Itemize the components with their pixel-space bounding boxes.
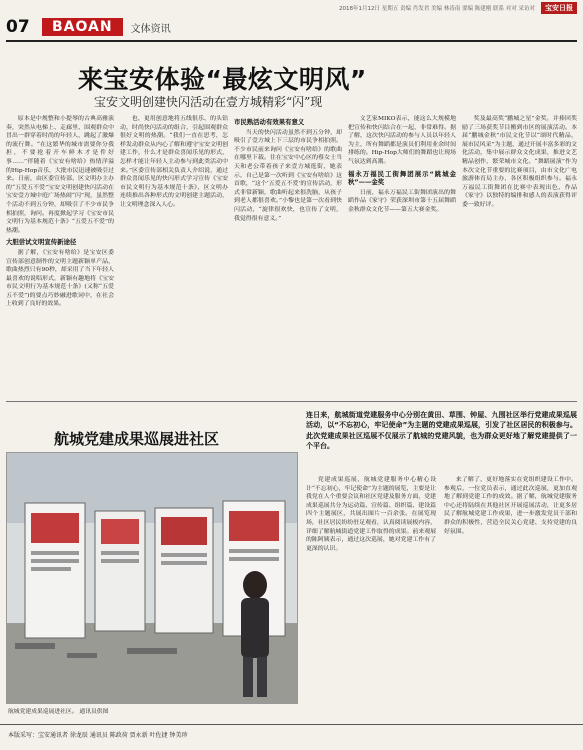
news-photo <box>6 452 298 704</box>
section-title: 文体资讯 <box>130 23 171 35</box>
section-divider <box>6 401 577 402</box>
article-body <box>6 115 577 405</box>
paragraph: 原本是中规整和小提琴的古典高雅演奏，突然从电梯上、走廊里、围观群众中冒出一群穿着时尚的年轻人，跳起了激爆的流行舞。“在这繁华的城市需要你分我担，不要抢着开车鲜木才是件好事……”伴随着《宝安有啥给》热情洋溢的Hip-Hop音乐，大批市民迅速被吸引过来。日前，由区委宣传部、区文明办主办的“五爱五不爱”宝安文明创建快闪活动在宝安壹方城中庭广场热闹“闪”现，虽然整个活动不到五分钟，却吸引了不少市民争相拍照，询问。再度掀起学习《宝安市民文明行为基本规范十条》“五爱五不爱”的热潮。 <box>6 116 114 234</box>
article-subhead: 宝安文明创建快闪活动在壹方城精彩“闪”现 <box>94 95 323 109</box>
paragraph: 也，更用创意地将五线很乐、的头钻动，时尚快闪活动的组合，引起围观群众很好文明的热潮。“我们一直在思考，怎样发动群众从内心了解和遵守宝安文明创建工作，什么才是群众喜闻乐见的形式，怎样才能让年轻人主动参与到此类活动中来。”区委宣传部相关负责人介绍说，通过群众喜闻乐见的快闪形式学习宣传《宝安市民文明行为基本规范十条》，区文明办连续推出各种形式的文明创建主题活动，让文明理念深入人心。 <box>120 116 228 208</box>
subheading: 大胆尝试文明宣传新途径 <box>6 238 77 247</box>
masthead-logo: 宝安日报 <box>541 2 577 14</box>
article-column-1 <box>6 115 114 405</box>
paragraph: 党建成果巡展，航城党建服务中心精心设计“不忘初心，牢记使命”为主题的展览，主要是让我党在人个重要会议和社区党建及服务方面，党建成果巡展共分为运动篇、宣传篇、组织篇、建设篇四个主题展区，共展出图片一百余张。在展览现场，社区居民纷纷驻足观看，认真阅读展板内容，详细了解航城街道党建工作取得的成果。前来观展的陈阿姨表示，通过这次巡展，她对党建工作有了更深的认识。 <box>306 477 436 552</box>
page-header <box>6 16 577 38</box>
paragraph: 日前，福永万福民工街舞团演出的舞蹈作品《家守》荣获深圳市第十五届舞蹈金秋群众文化节——第五大赛金奖。 <box>348 189 456 213</box>
article2-headline: 航城党建成果巡展进社区 <box>54 430 220 448</box>
page-number: 07 <box>6 17 30 37</box>
page-footer: 本版采写：宝安通讯者 徐龙辰 通讯员 陈政荷 贾永新 叶佐捷 钟美珍 <box>0 724 583 750</box>
paragraph: 文艺家MIKO表示，能这么大规模地把宣传和快闪结合在一起，非常难得。据了解，这次快闪活动的参与人员以年轻人为主，所有舞蹈都是演员们利用业余时间排练的。Hip-Hop大师们的舞蹈也让现场气氛达到高潮。 <box>348 116 456 165</box>
subheading: 福永万福民工街舞团展示“跳城金秋”——金奖 <box>348 169 456 187</box>
photo-caption: 航城党建成果巡展进社区。 通讯员供图 <box>8 709 109 715</box>
issue-date-line: 2018年1月12日 星期五 责编 肖发君 美编 林涛南 要编 陈建刚 联系 对对 采访对 <box>339 6 535 12</box>
subheading: 市民熟活动有效果有意义 <box>234 118 305 126</box>
exhibition-photo-illustration <box>7 453 298 704</box>
section-brand: BAOAN <box>42 18 123 36</box>
article-column-2 <box>120 115 228 405</box>
article-column-3 <box>234 115 342 405</box>
article2-column-1 <box>306 476 436 714</box>
article-column-5 <box>462 115 577 405</box>
paragraph: 据了解，《宝安有啥给》是宝安区委宣传部创意制作的文明主题新颖单产品，歌曲热烈只有90秒，却采用了当下年轻人最喜欢的说唱形式，新颖有趣地将《宝安市民文明行为基本规范十条》(又称“五爱五不爱”)的要点巧妙融进歌词中，在社会上收到了良好的效果。 <box>6 249 114 308</box>
article2-column-2 <box>444 476 577 714</box>
article-headline: 来宝安体验“最炫文明风” <box>78 65 367 94</box>
article-column-4 <box>348 115 456 405</box>
header-divider <box>6 40 577 42</box>
paragraph: 当天的快闪活动虽然不到五分钟，却吸引了壹方城上下三层的市民争相拍照。不少市民前来询问《宝安有啥给》的歌曲在哪里下载。住在宝安中心区的蔡女士当天和老公带着孩子来壹方城逛街，她表示，自己是第一次听到《宝安有啥给》这首歌，“这个‘五爱五不爱’的宣传活动，形式非常新颖，歌曲听起来很洗脑，从孩子到老人都很喜欢。”小黎也是第一次看到快闪活动，“旋律很欢快，也宣传了文明，我觉得很有意义。” <box>234 129 342 222</box>
top-info-bar <box>0 0 583 16</box>
article2-lead: 连日来，航城街道党建服务中心分别在黄田、草围、钟屋、九围社区举行党建成果巡展活动，以“不忘初心，牢记使命”为主题的党建成果巡展，引发了社区居民的积极参与。此次党建成果社区巡展不仅展示了航城的党建风貌，也为群众更好地了解党建提供了一个平台。 <box>306 411 577 451</box>
paragraph: 来了解了，更好地落实在党组织建设工作中。参观后，一位党员表示，通过此次巡展，更加直观地了解到党建工作的成效。据了解，航城党建服务中心还将陆续在其他社区开展巡展活动，让更多居民了解航城党建工作成果，进一步激发党员干部和群众的积极性，营造全民关心党建、支持党建的良好氛围。 <box>444 477 577 535</box>
paragraph: 奖及最高奖“鹏城之星”金奖，并捧回奖励了三场获奖节目搬到市区的展演活动。本届“鹏城金秋”市民文化节以“颂时代精品，展市民风采”为主题，通过开展丰富多彩的文化活动，集中展示群众文化成果，推进文艺精品创作，繁荣城市文化。“舞蹈展演”作为本次文化节重要的比赛项目，由市文化广电旅游体育局主办，各区积极组织参与。福永万福民工街舞团在比赛中表现出色，作品《家守》以独特的编排和感人的表演获得评委一致好评。 <box>462 116 577 208</box>
